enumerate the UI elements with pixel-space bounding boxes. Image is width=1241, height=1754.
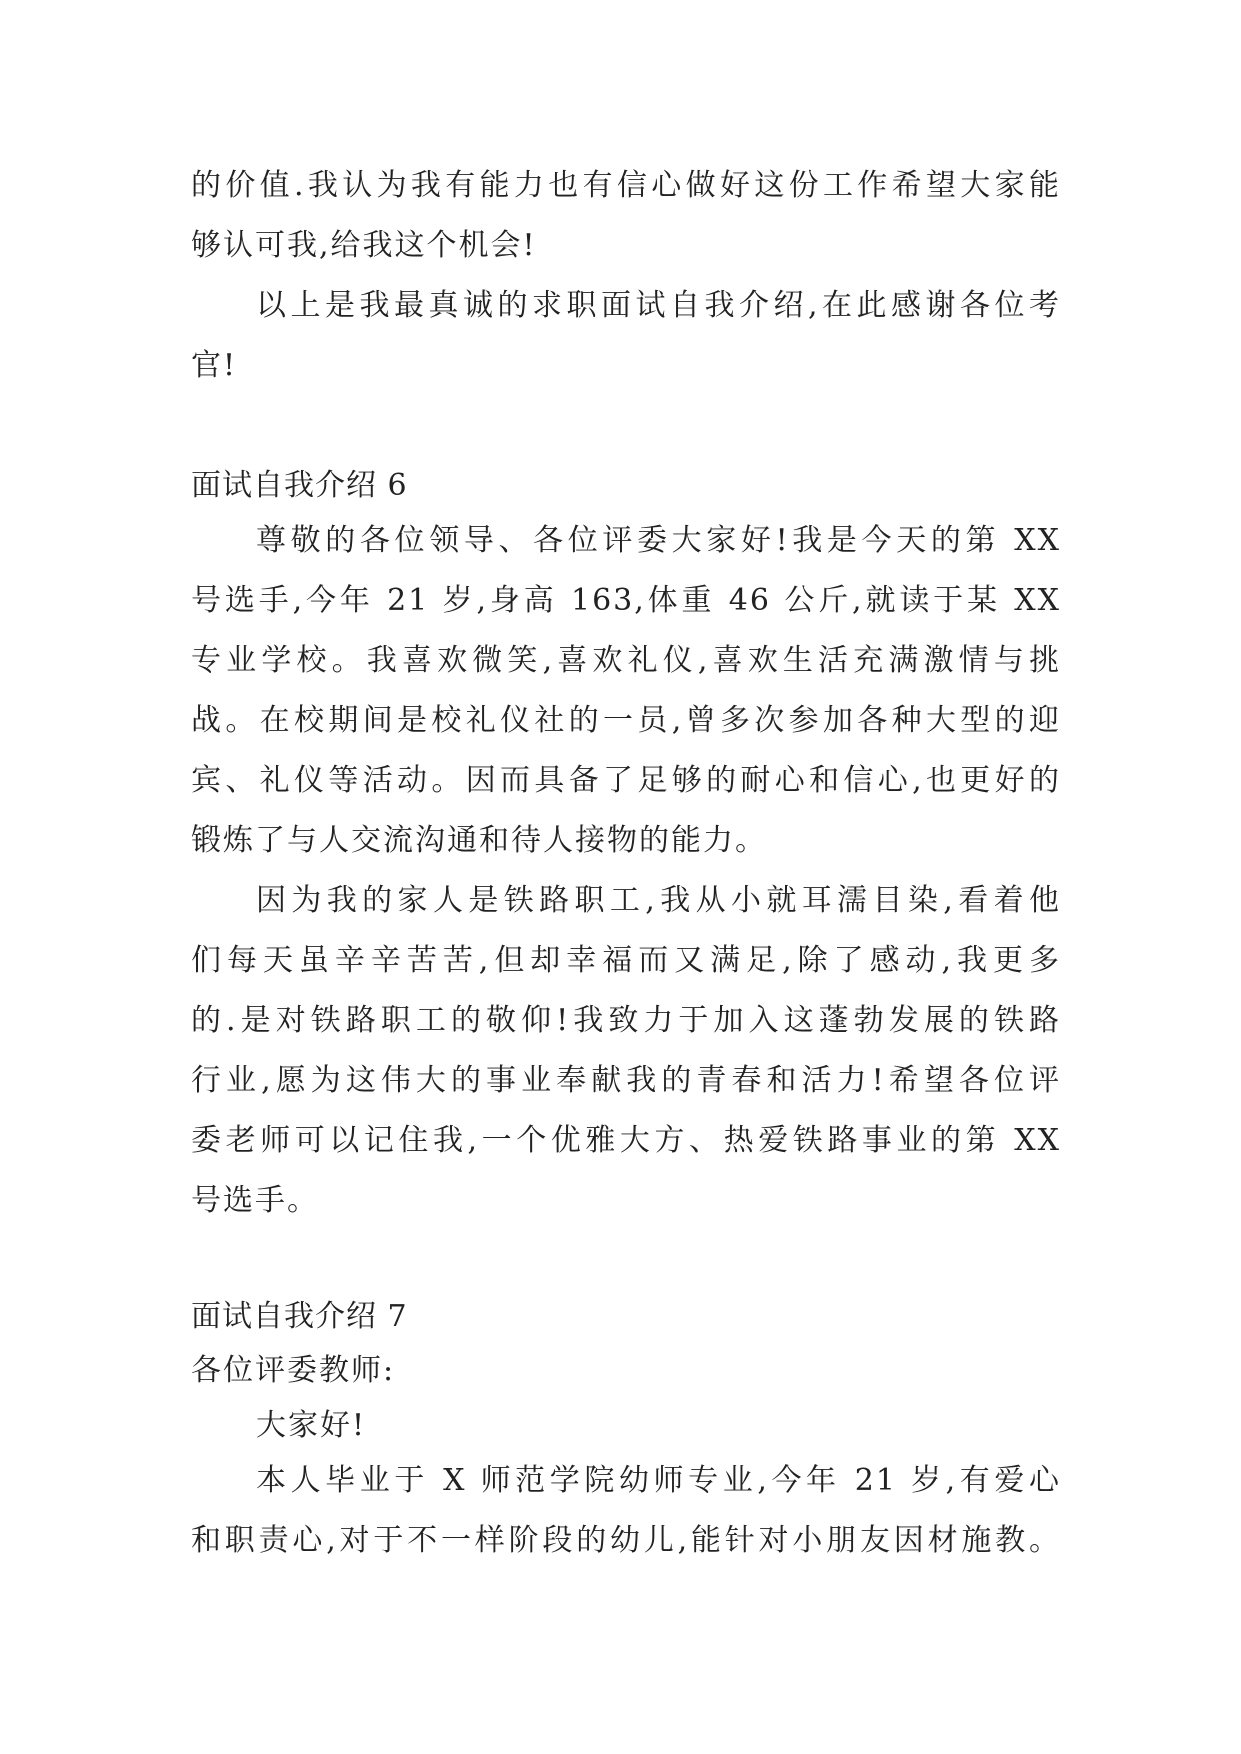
paragraph-line: 委老师可以记住我,一个优雅大方、热爱铁路事业的第 XX xyxy=(191,1123,1061,1158)
closing-line: 官! xyxy=(191,348,238,383)
paragraph-line: 因为我的家人是铁路职工,我从小就耳濡目染,看着他 xyxy=(256,883,1061,918)
section-heading-6: 面试自我介绍 6 xyxy=(191,468,408,503)
paragraph-line: 宾、礼仪等活动。因而具备了足够的耐心和信心,也更好的 xyxy=(191,763,1061,798)
salutation: 各位评委教师: xyxy=(191,1353,396,1388)
paragraph-line: 专业学校。我喜欢微笑,喜欢礼仪,喜欢生活充满激情与挑 xyxy=(191,643,1061,678)
paragraph-line: 号选手。 xyxy=(191,1183,319,1218)
greeting: 大家好! xyxy=(256,1408,367,1443)
paragraph-line: 尊敬的各位领导、各位评委大家好!我是今天的第 XX xyxy=(256,523,1061,558)
closing-line: 以上是我最真诚的求职面试自我介绍,在此感谢各位考 xyxy=(256,288,1061,323)
section-heading-7: 面试自我介绍 7 xyxy=(191,1299,408,1334)
paragraph-line: 行业,愿为这伟大的事业奉献我的青春和活力!希望各位评 xyxy=(191,1063,1061,1098)
paragraph-line: 的价值.我认为我有能力也有信心做好这份工作希望大家能 xyxy=(191,168,1061,203)
paragraph-line: 战。在校期间是校礼仪社的一员,曾多次参加各种大型的迎 xyxy=(191,703,1061,738)
paragraph-line: 们每天虽辛辛苦苦,但却幸福而又满足,除了感动,我更多 xyxy=(191,943,1061,978)
paragraph-line: 号选手,今年 21 岁,身高 163,体重 46 公斤,就读于某 XX xyxy=(191,583,1061,618)
paragraph-line: 锻炼了与人交流沟通和待人接物的能力。 xyxy=(191,823,767,858)
paragraph-line: 和职责心,对于不一样阶段的幼儿,能针对小朋友因材施教。 xyxy=(191,1523,1061,1558)
paragraph-line: 的.是对铁路职工的敬仰!我致力于加入这蓬勃发展的铁路 xyxy=(191,1003,1061,1038)
paragraph-line: 本人毕业于 X 师范学院幼师专业,今年 21 岁,有爱心 xyxy=(256,1463,1061,1498)
paragraph-line: 够认可我,给我这个机会! xyxy=(191,228,537,263)
